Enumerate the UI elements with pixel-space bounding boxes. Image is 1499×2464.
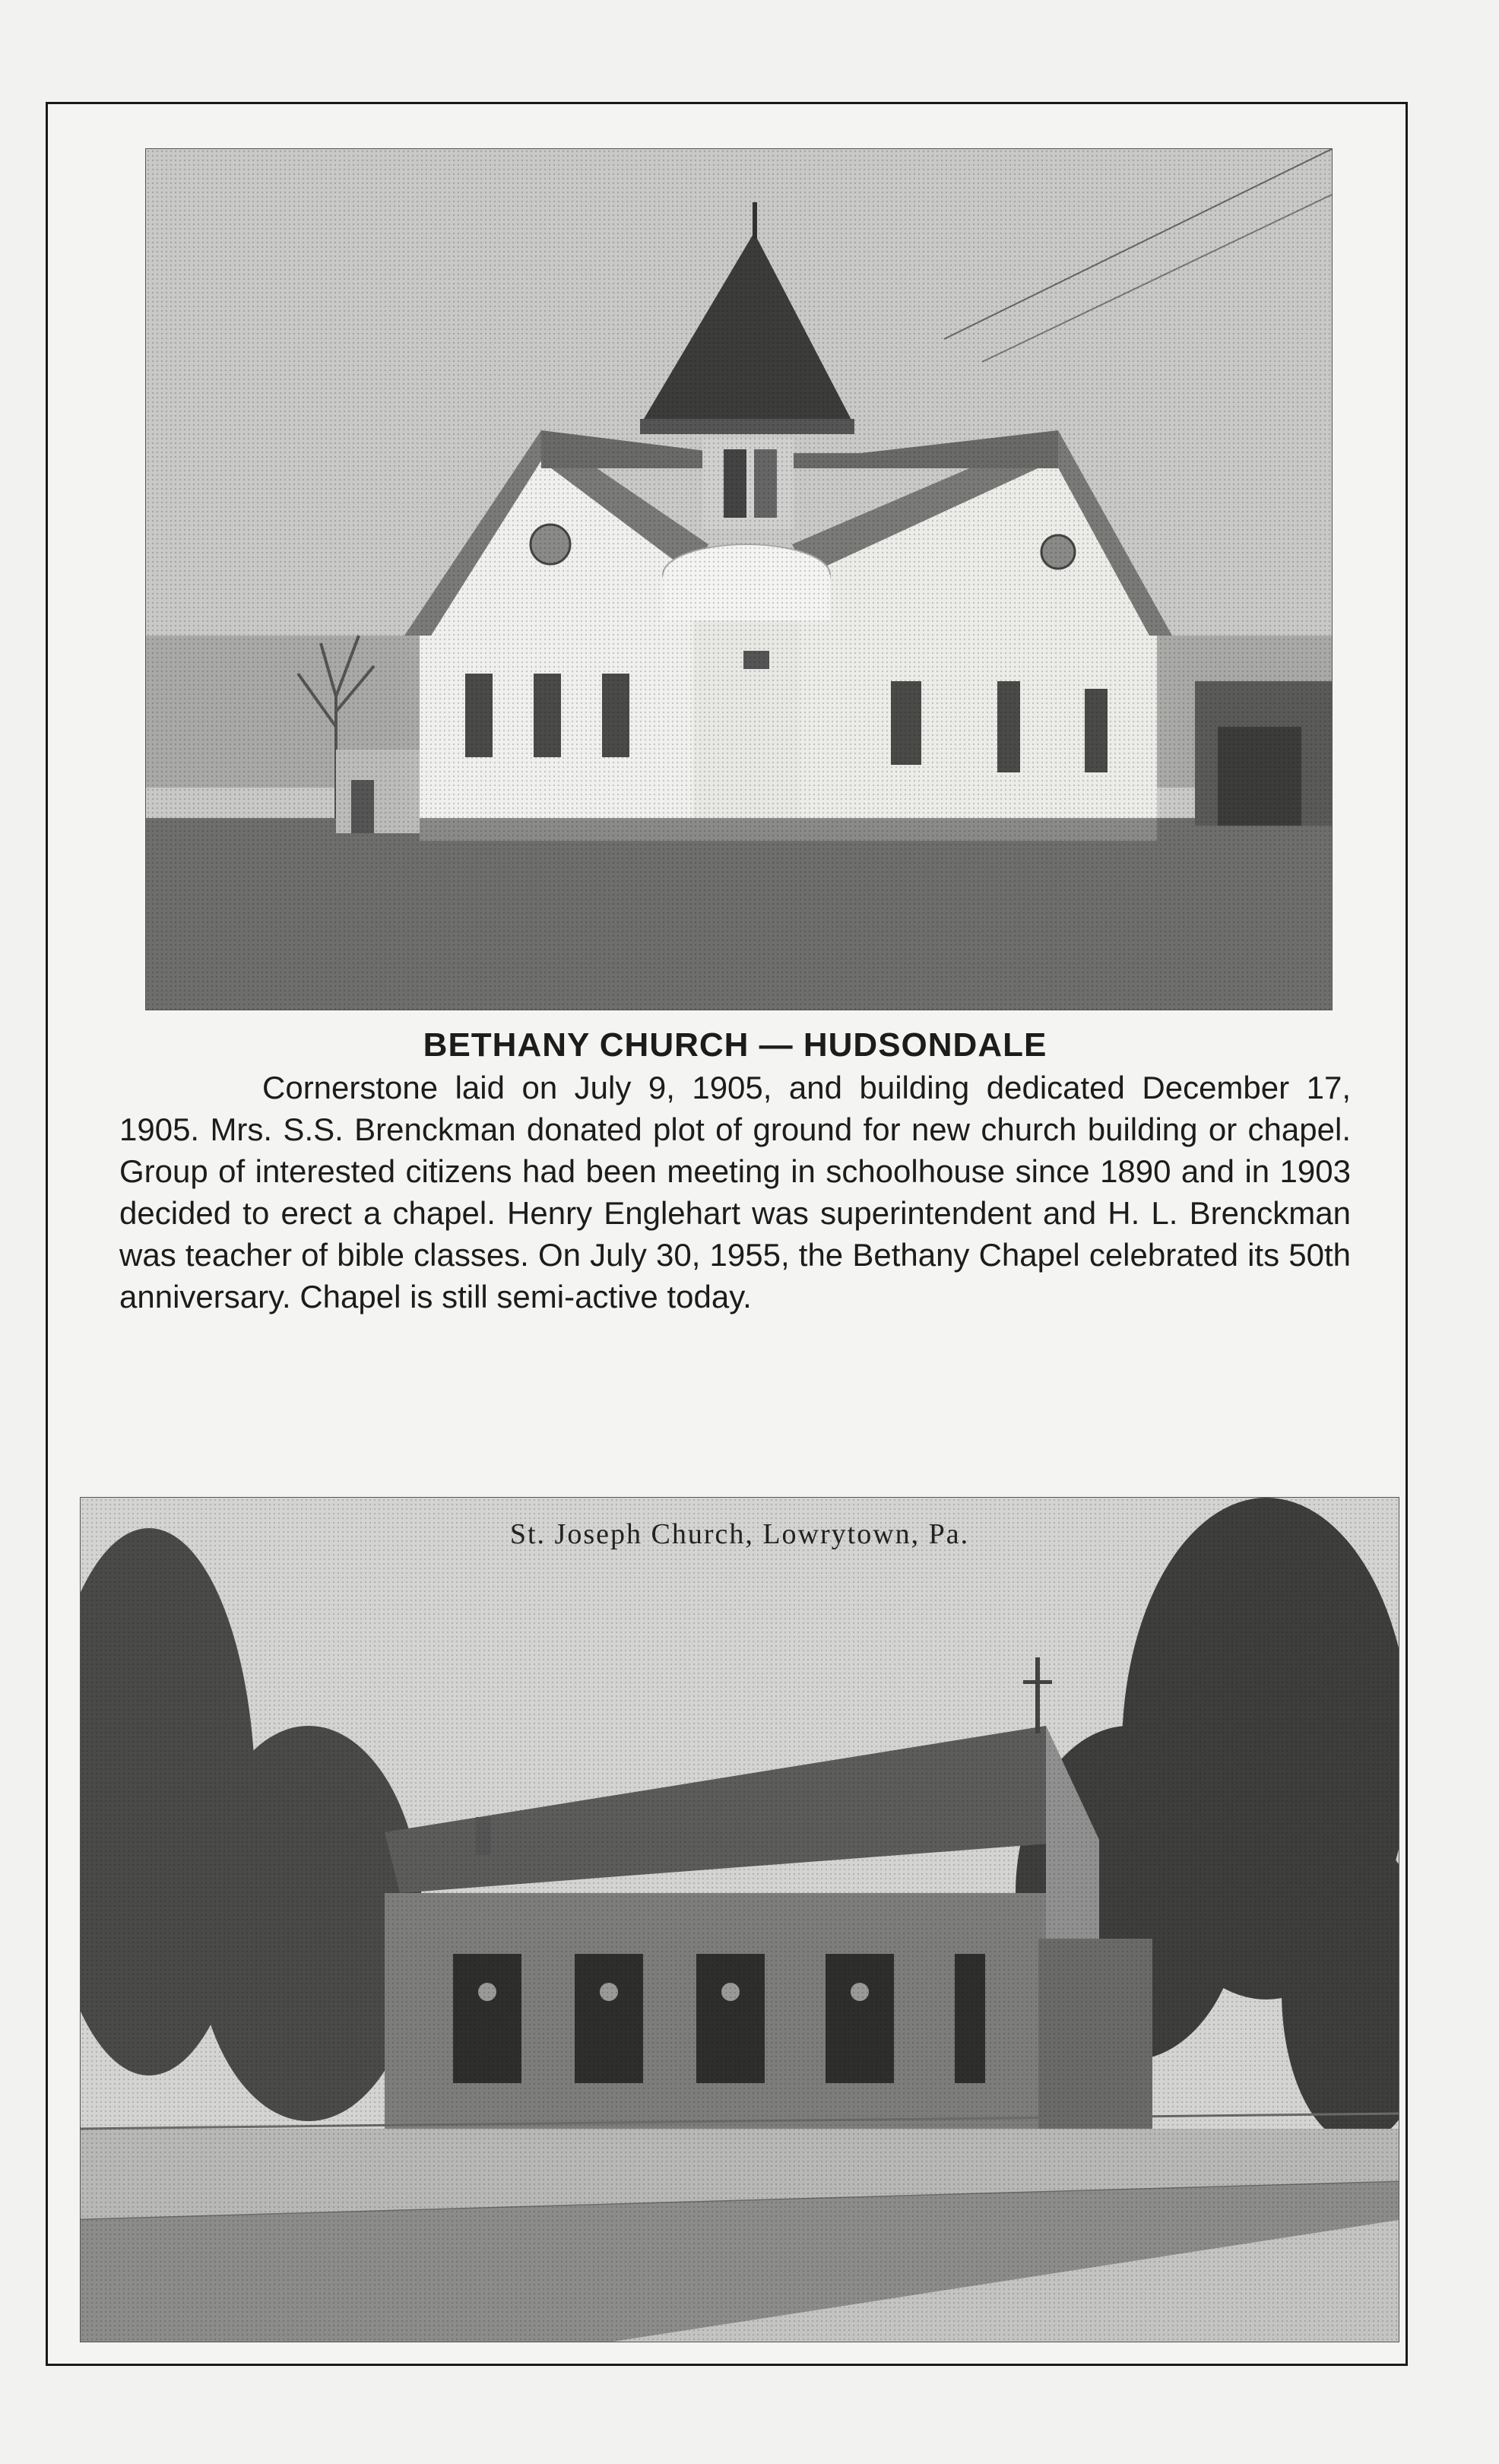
st-joseph-church-photo (80, 1497, 1399, 2342)
caption-title: BETHANY CHURCH — HUDSONDALE (423, 1026, 1047, 1064)
church-photo-icon (81, 1498, 1399, 2342)
bethany-church-photo (145, 148, 1333, 1010)
caption-block (119, 1024, 1351, 1318)
church-photo-icon (146, 149, 1332, 1010)
caption-body: Cornerstone laid on July 9, 1905, and building dedicated December 17, 1905. Mrs. S.S. Brenckman donated plot of ground for new church building or chapel. Group of interested citizens had been meeting in schoolhouse since 1890 and in 1903 decided to erect a chapel. Henry Englehart was superintendent and H. L. Brenckman was teacher of bible classes. On July 30, 1955, the Bethany Chapel celebrated its 50th anniversary. Chapel is still semi-active today. (119, 1070, 1351, 1314)
photo-title: St. Joseph Church, Lowrytown, Pa. (509, 1518, 970, 1550)
page-frame (46, 102, 1408, 2366)
